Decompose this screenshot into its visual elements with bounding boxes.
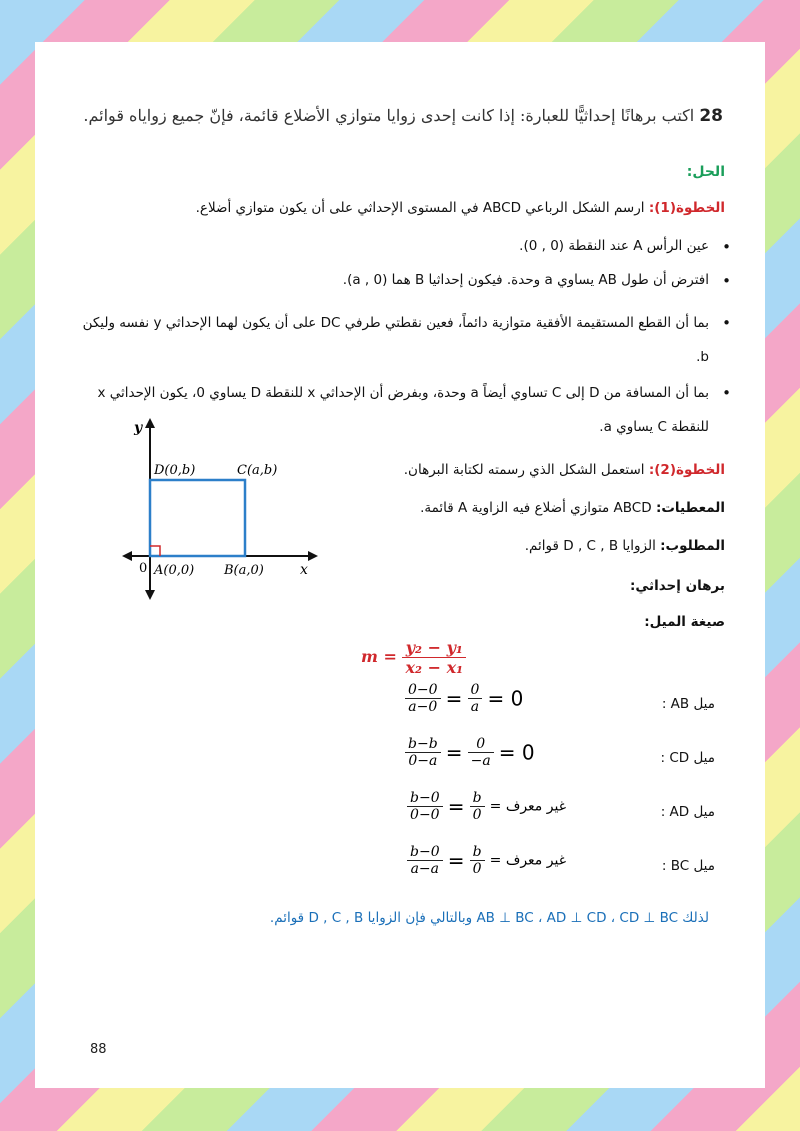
slope-row-ad: $\frac{b-0}{0-0}$ = $\frac{b}{0}$ = غير معرف [407, 790, 566, 823]
x-axis-arrow-left [122, 551, 132, 561]
conclusion: لذلك AB ⊥ BC ، AD ⊥ CD ، CD ⊥ BC وبالتالي فإن الزوايا D , C , B قوائم. [269, 910, 709, 926]
slope-cd-result: = 0 [498, 740, 535, 765]
bullet-3: • بما أن القطع المستقيمة الأفقية متوازية دائماً، فعين نقطتي طرفي DC على أن يكون لهما الإحداثي y نفسه وليكن b. [69, 306, 709, 374]
slope-ad-den2: 0 [472, 807, 482, 823]
slope-row-bc: $\frac{b-0}{a-a}$ = $\frac{b}{0}$ = غير معرف [407, 844, 566, 877]
required-text: الزوايا D , C , B قوائم. [524, 538, 656, 554]
slope-ad-result: = غير معرف [489, 798, 567, 815]
question [63, 106, 723, 126]
coordinate-figure [120, 414, 320, 604]
slope-rows [405, 682, 715, 902]
slope-bc-result: = غير معرف [489, 852, 567, 869]
slope-cd-den: 0−a [408, 753, 438, 769]
step1-label: الخطوة(1): [648, 200, 725, 216]
c-label: C(a,b) [237, 463, 278, 478]
given-label: المعطيات: [655, 500, 725, 516]
y-axis-arrow-up [145, 418, 155, 428]
slope-ab-den2: a [470, 699, 480, 715]
x-axis-arrow-right [308, 551, 318, 561]
step1 [65, 200, 725, 216]
a-label: A(0,0) [154, 563, 195, 578]
d-label: D(0,b) [154, 463, 196, 478]
slope-ab-den: a−0 [408, 699, 438, 715]
slope-row-cd: $\frac{b-b}{0-a}$ = $\frac{0}{-a}$ = 0 [405, 736, 535, 769]
page-number: 88 [90, 1042, 107, 1057]
slope-ad-num2: b [470, 790, 485, 807]
slope-cd-den2: −a [470, 753, 491, 769]
slope-bc-den2: 0 [472, 861, 482, 877]
slope-ad-den: 0−0 [410, 807, 440, 823]
slope-bc-den: a−a [410, 861, 440, 877]
slope-formula-num: y₂ − y₁ [402, 638, 466, 658]
right-angle-mark [150, 546, 160, 556]
question-number: 28 [699, 106, 723, 126]
slope-ab-label: ميل AB : [661, 696, 715, 712]
required [345, 538, 725, 554]
slope-cd-num2: 0 [468, 736, 494, 753]
slope-ab-num: 0−0 [405, 682, 441, 699]
origin-label: 0 [139, 561, 148, 576]
slope-cd-label: ميل CD : [660, 750, 715, 766]
given [345, 500, 725, 516]
slope-ad-label: ميل AD : [660, 804, 715, 820]
slope-bc-num: b−0 [407, 844, 443, 861]
step2-text: استعمل الشكل الذي رسمته لكتابة البرهان. [403, 462, 645, 478]
slope-formula [361, 638, 466, 677]
step2-label: الخطوة(2): [648, 462, 725, 478]
given-text: ABCD متوازي أضلاع فيه الزاوية A قائمة. [420, 500, 652, 516]
slope-ab-num2: 0 [468, 682, 483, 699]
rectangle-abcd [150, 480, 245, 556]
y-label: y [134, 420, 143, 436]
x-label: x [300, 562, 308, 578]
slope-formula-den: x₂ − x₁ [405, 658, 464, 677]
slope-bc-label: ميل BC : [661, 858, 715, 874]
page [35, 42, 765, 1088]
bullet-2: • افترض أن طول AB يساوي a وحدة. فيكون إحداثيا B هما (a , 0). [69, 272, 709, 288]
slope-ab-result: = 0 [487, 686, 524, 711]
slope-row-ab: $\frac{0-0}{a-0}$ = $\frac{0}{a}$ = 0 [405, 682, 523, 715]
slope-formula-m: m = [361, 647, 397, 666]
question-text: اكتب برهانًا إحداثيًّا للعبارة: إذا كانت إحدى زوايا متوازي الأضلاع قائمة، فإنّ جميع زواياه قوائم. [83, 106, 695, 125]
bullet-4: • بما أن المسافة من D إلى C تساوي أيضاً a وحدة، وبفرض أن الإحداثي x للنقطة D يساوي 0، يكون الإحداثي x للنقطة C يساوي a. [69, 376, 709, 444]
y-axis-arrow-down [145, 590, 155, 600]
proof-label: برهان إحداثي: [629, 578, 725, 594]
step1-text: ارسم الشكل الرباعي ABCD في المستوى الإحداثي على أن يكون متوازي أضلاع. [195, 200, 645, 216]
required-label: المطلوب: [660, 538, 725, 554]
step2 [345, 462, 725, 478]
b-label: B(a,0) [224, 563, 264, 578]
bullet-1: • عين الرأس A عند النقطة (0 , 0). [69, 238, 709, 254]
solution-label: الحل: [686, 164, 725, 180]
slope-ad-num: b−0 [407, 790, 443, 807]
slope-cd-num: b−b [405, 736, 441, 753]
slope-label: صيغة الميل: [644, 614, 725, 630]
slope-bc-num2: b [470, 844, 485, 861]
